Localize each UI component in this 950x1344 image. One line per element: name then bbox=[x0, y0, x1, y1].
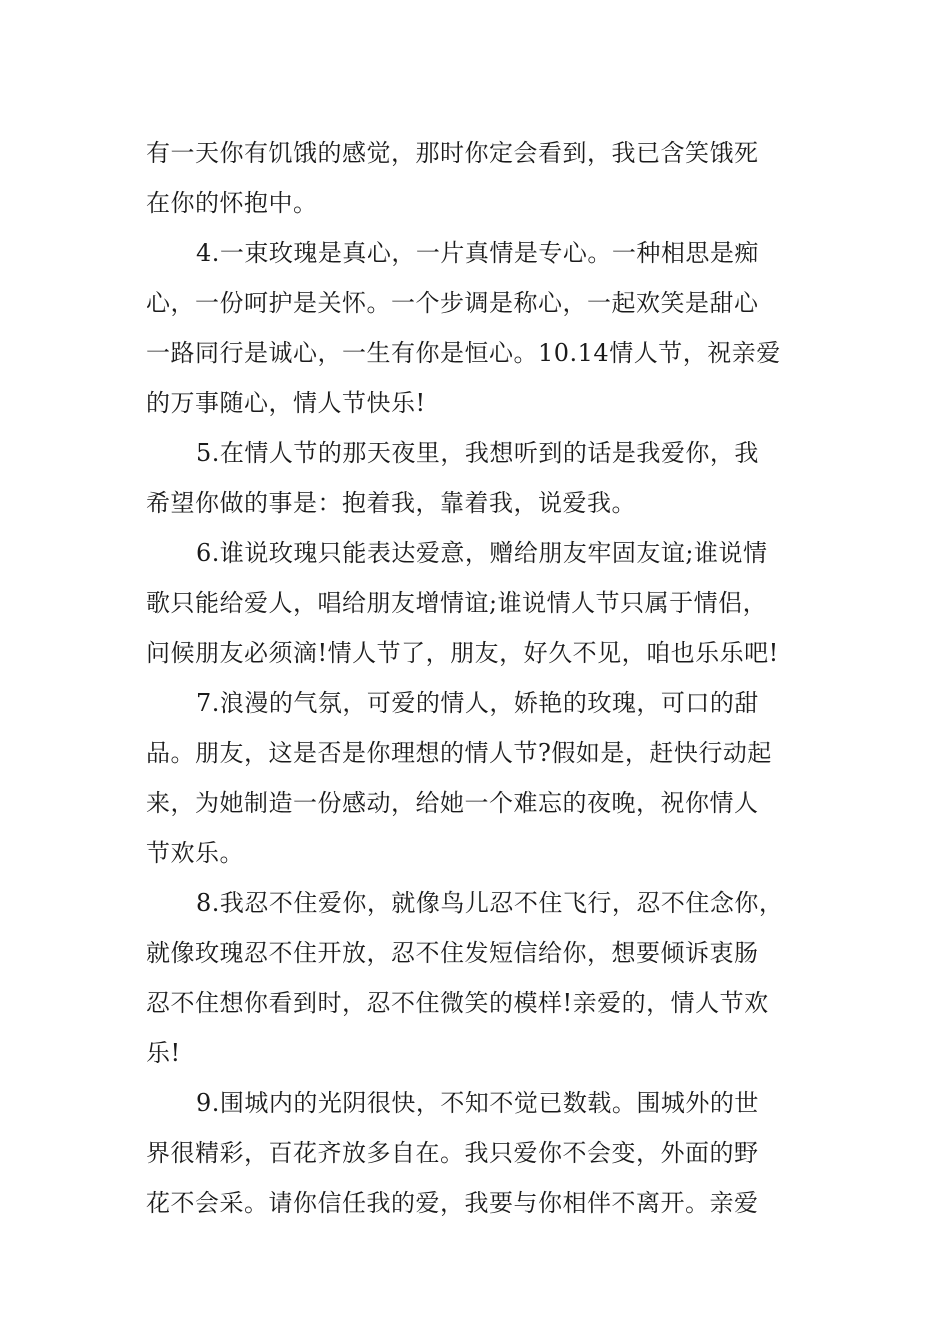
paragraph-6-start: 6.谁说玫瑰只能表达爱意，赠给朋友牢固友谊;谁说情 bbox=[196, 539, 768, 567]
text-line: 一路同行是诚心，一生有你是恒心。10.14情人节，祝亲爱 bbox=[146, 339, 781, 367]
text-line: 歌只能给爱人，唱给朋友增情谊;谁说情人节只属于情侣， bbox=[146, 589, 768, 617]
text-line: 的万事随心，情人节快乐! bbox=[146, 389, 426, 417]
paragraph-5-start: 5.在情人节的那天夜里，我想听到的话是我爱你，我 bbox=[196, 439, 759, 467]
text-line: 问候朋友必须滴!情人节了，朋友，好久不见，咱也乐乐吧! bbox=[146, 639, 779, 667]
text-line: 有一天你有饥饿的感觉，那时你定会看到，我已含笑饿死 bbox=[146, 139, 759, 167]
text-line: 就像玫瑰忍不住开放，忍不住发短信给你，想要倾诉衷肠 bbox=[146, 939, 759, 967]
text-line: 忍不住想你看到时，忍不住微笑的模样!亲爱的，情人节欢 bbox=[146, 989, 769, 1017]
paragraph-9-start: 9.围城内的光阴很快，不知不觉已数载。围城外的世 bbox=[196, 1089, 759, 1117]
paragraph-4-start: 4.一束玫瑰是真心，一片真情是专心。一种相思是痴 bbox=[196, 239, 759, 267]
text-line: 心，一份呵护是关怀。一个步调是称心，一起欢笑是甜心 bbox=[146, 289, 759, 317]
text-line: 希望你做的事是：抱着我，靠着我，说爱我。 bbox=[146, 489, 636, 517]
text-line: 来，为她制造一份感动，给她一个难忘的夜晚，祝你情人 bbox=[146, 789, 759, 817]
document-body bbox=[146, 128, 811, 1228]
paragraph-7-start: 7.浪漫的气氛，可爱的情人，娇艳的玫瑰，可口的甜 bbox=[196, 689, 759, 717]
text-line: 界很精彩，百花齐放多自在。我只爱你不会变，外面的野 bbox=[146, 1139, 759, 1167]
text-line: 节欢乐。 bbox=[146, 839, 244, 867]
text-line: 花不会采。请你信任我的爱，我要与你相伴不离开。亲爱 bbox=[146, 1189, 759, 1217]
text-line: 乐! bbox=[146, 1039, 181, 1067]
paragraph-8-start: 8.我忍不住爱你，就像鸟儿忍不住飞行，忍不住念你， bbox=[196, 889, 784, 917]
text-line: 品。朋友，这是否是你理想的情人节?假如是，赶快行动起 bbox=[146, 739, 772, 767]
text-line: 在你的怀抱中。 bbox=[146, 189, 318, 217]
